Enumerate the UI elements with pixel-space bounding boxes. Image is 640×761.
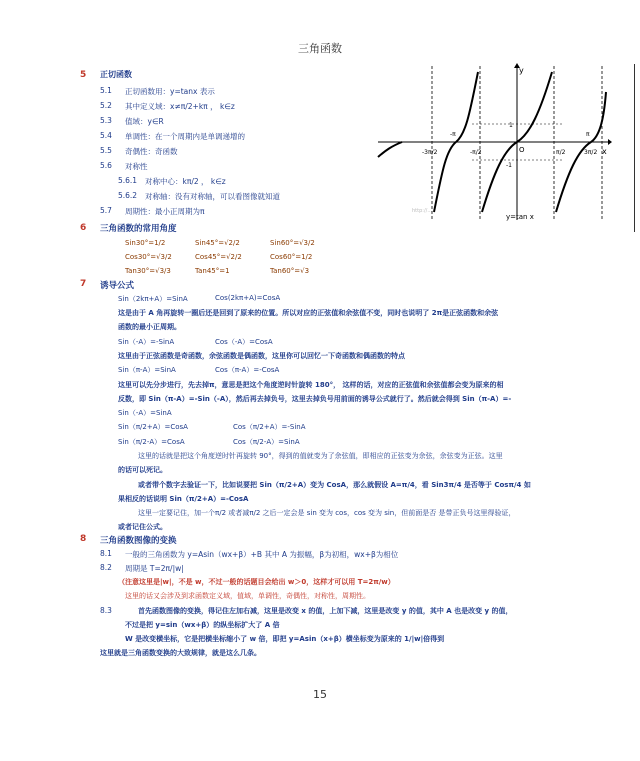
formula-cos-pi2-plus: Cos（π/2+A）=-SinA	[233, 423, 306, 431]
item-8-3-num: 8.3	[100, 606, 112, 615]
tick-pi: π	[586, 131, 590, 138]
item-5-6-1-num: 5.6.1	[118, 176, 138, 185]
angle-tan30: Tan30°=√3/3	[125, 267, 171, 275]
formula-sin-pi2-plus: Sin（π/2+A）=CosA	[118, 423, 188, 431]
formula-cos-2kpi: Cos(2kπ+A)=CosA	[215, 294, 281, 302]
item-5-6-2-num: 5.6.2	[118, 191, 138, 200]
explain-5b: 果相反的话说明 Sin（π/2+A）=-CosA	[118, 495, 249, 503]
item-5-4-text: 单调性：在一个周期内是单调递增的	[125, 132, 245, 141]
item-5-6-text: 对称性	[125, 162, 148, 171]
tick-pi-2: π/2	[556, 149, 566, 156]
item-5-6-num: 5.6	[100, 161, 112, 170]
angle-cos30: Cos30°=√3/2	[125, 253, 172, 261]
formula-sin-pi-minus: Sin（π-A）=SinA	[118, 366, 176, 374]
item-5-6-1-text: 对称中心：kπ/2 ， k∈z	[145, 177, 226, 186]
explain-6a: 这里一定要记住，加一个π/2 或者减π/2 之后一定会是 sin 变为 cos，cos 变为 sin，但前面是否 是带正负号这里得验证，	[138, 509, 516, 517]
note-domain: 这里的话又会涉及到求函数定义域，值域，单调性，奇偶性，对称性，周期性。	[125, 592, 370, 600]
explain-4b: 的话可以死记。	[118, 466, 167, 474]
item-5-4-num: 5.4	[100, 131, 112, 140]
item-5-1-num: 5.1	[100, 86, 112, 95]
item-5-6-2-text: 对称轴：没有对称轴，可以看图像就知道	[145, 192, 280, 201]
item-5-2-text: 其中定义域：x≠π/2+kπ ， k∈z	[125, 102, 235, 111]
tick-neg-3pi-2: -3π/2	[422, 149, 438, 156]
angle-sin45: Sin45°=√2/2	[195, 239, 240, 247]
explain-1b: 函数的最小正周期。	[118, 323, 181, 331]
angle-tan60: Tan60°=√3	[270, 267, 310, 275]
page-title: 三角函数	[298, 42, 342, 55]
formula-sin-neg: Sin（-A）=-SinA	[118, 338, 175, 346]
item-5-5-num: 5.5	[100, 146, 112, 155]
section-6-title: 三角函数的常用角度	[100, 224, 177, 234]
section-6-number: 6	[80, 223, 87, 233]
formula-cos-pi-minus: Cos（π-A）=-CosA	[215, 366, 280, 374]
explain-4a: 这里的话就是把这个角度逆时针再旋转 90°，得到的值就变为了余弦值，即相应的正弦变为余弦，余弦变为正弦。这里	[138, 452, 503, 460]
angle-cos45: Cos45°=√2/2	[195, 253, 242, 261]
item-5-1-text: 正切函数用：y=tanx 表示	[125, 87, 215, 96]
item-5-2-num: 5.2	[100, 101, 112, 110]
tick-3pi-2: 3π/2	[584, 149, 598, 156]
item-5-7-num: 5.7	[100, 206, 112, 215]
angle-cos60: Cos60°=1/2	[270, 253, 313, 261]
function-label: y=tan x	[506, 213, 534, 221]
section-7-number: 7	[80, 279, 87, 289]
item-8-3-line2: 不过是把 y=sin（wx+β）的纵坐标扩大了 A 倍	[125, 621, 280, 629]
item-8-1-num: 8.1	[100, 549, 112, 558]
explain-3c: Sin（-A）=SinA	[118, 409, 172, 417]
section-8-number: 8	[80, 534, 87, 544]
tangent-graph	[372, 62, 612, 222]
item-5-3-num: 5.3	[100, 116, 112, 125]
formula-sin-pi2-minus: Sin（π/2-A）=CosA	[118, 438, 185, 446]
tan-branch-far-left	[378, 142, 402, 157]
tick-y-1: 1	[509, 122, 513, 129]
section-5-title: 正切函数	[100, 70, 132, 79]
page-number: 15	[313, 688, 327, 701]
item-8-1-text: 一般的三角函数为 y=Asin（wx+β）+B 其中 A 为振幅，β为初相，wx+β为相位	[125, 550, 399, 559]
item-5-5-text: 奇偶性：奇函数	[125, 147, 178, 156]
section-8-title: 三角函数图像的变换	[100, 536, 177, 546]
item-5-7-text: 周期性：最小正周期为π	[125, 207, 205, 216]
item-8-3-line4: 这里就是三角函数变换的大致规律，就是这么几条。	[100, 649, 261, 657]
item-8-2-num: 8.2	[100, 563, 112, 572]
margin-line	[634, 64, 635, 232]
angle-tan45: Tan45°=1	[195, 267, 230, 275]
formula-cos-neg: Cos（-A）=CosA	[215, 338, 273, 346]
explain-3b: 反数，即 Sin（π-A）=-Sin（-A），然后再去掉负号，这里去掉负号用前面的诱导公式就行了。然后就会得到 Sin（π-A）=-	[118, 395, 512, 403]
explain-2: 这里由于正弦函数是奇函数，余弦函数是偶函数，这里你可以回忆一下奇函数和偶函数的特点	[118, 352, 405, 360]
angle-sin30: Sin30°=1/2	[125, 239, 166, 247]
watermark-text: http://...	[412, 208, 433, 214]
section-7-title: 诱导公式	[100, 281, 135, 291]
formula-sin-2kpi: Sin（2kπ+A）=SinA	[118, 295, 188, 303]
y-axis-label: y	[519, 66, 524, 75]
note-abs-w: （注意这里是|w|，不是 w，不过一般的话题目会给出 w＞0，这样才可以用 T=2π/w）	[118, 578, 395, 586]
origin-label: O	[519, 146, 525, 154]
tick-y-neg-1: -1	[506, 162, 512, 169]
item-8-3-line3: W 是改变横坐标，它是把横坐标缩小了 w 倍，即把 y=Asin（x+β）横坐标变为原来的 1/|w|倍得到	[125, 635, 445, 643]
explain-5a: 或者带个数字去验证一下，比如说要把 Sin（π/2+A）变为 CosA，那么就假设 A=π/4，看 Sin3π/4 是否等于 Cosπ/4 如	[138, 481, 531, 489]
item-5-3-text: 值域：y∈R	[125, 117, 164, 126]
x-axis-arrow-icon	[608, 139, 612, 145]
tick-neg-pi-2: -π/2	[470, 149, 482, 156]
item-8-2-text: 周期是 T=2π/|w|	[125, 564, 184, 573]
explain-3a: 这里可以先分步进行，先去掉π，意思是把这个角度逆时针旋转 180°， 这样的话，对应的正弦值和余弦值都会变为原来的相	[118, 381, 504, 389]
tick-neg-pi: -π	[450, 131, 456, 138]
section-5-number: 5	[80, 70, 87, 80]
formula-cos-pi2-minus: Cos（π/2-A）=SinA	[233, 438, 300, 446]
explain-6b: 或者记住公式。	[118, 523, 167, 531]
explain-1a: 这是由于 A 角再旋转一圈后还是回到了原来的位置。所以对应的正弦值和余弦值不变，同时也说明了 2π是正弦函数和余弦	[118, 309, 499, 317]
x-axis-label: x	[602, 147, 607, 156]
angle-sin60: Sin60°=√3/2	[270, 239, 315, 247]
item-8-3-line1: 首先函数图像的变换，得记住左加右减，这里是改变 x 的值，上加下减，这里是改变 y 的值，其中 A 也是改变 y 的值，	[138, 607, 513, 615]
